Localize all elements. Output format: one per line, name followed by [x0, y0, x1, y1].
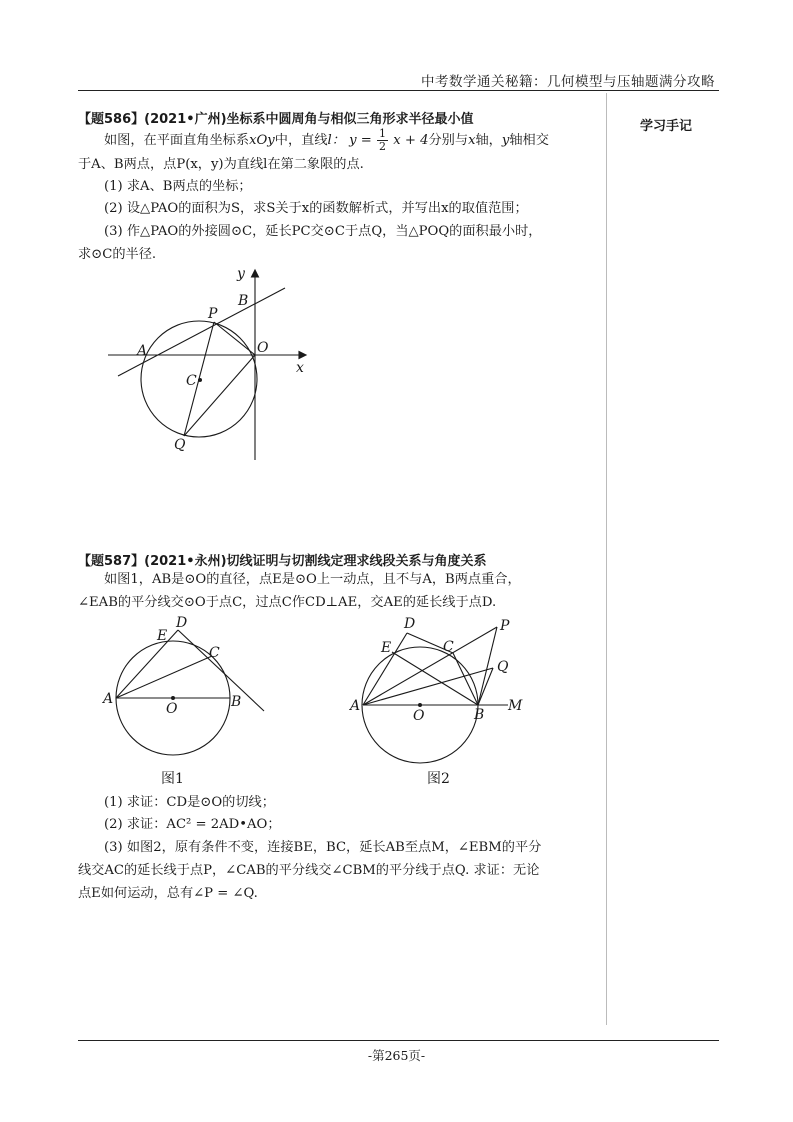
problem-587-question-3a: (3) 如图2，原有条件不变，连接BE，BC，延长AB至点M，∠EBM的平分	[104, 840, 542, 855]
problem-587-line1: 如图1，AB是⊙O的直径，点E是⊙O上一动点，且不与A，B两点重合，	[104, 572, 521, 587]
fig2-label-b: B	[474, 707, 485, 723]
problem-587-heading: 【题587】(2021•永州)切线证明与切割线定理求线段关系与角度关系	[78, 554, 487, 569]
problem-586-line1: 如图，在平面直角坐标系xOy中，直线l： y = $\frac{1}{2}$ x + 4分别与x轴，y轴相交	[104, 127, 549, 153]
fig1-label-o: O	[166, 701, 178, 717]
fraction-one-half: $\frac{1}{2}$	[379, 127, 387, 153]
fig2-label-d: D	[404, 616, 416, 632]
fig2-label-c: C	[443, 639, 454, 655]
problem-586-question-3a: (3) 作△PAO的外接圆⊙C，延长PC交⊙C于点Q，当△POQ的面积最小时，	[104, 224, 542, 239]
page-number: -第265页-	[367, 1048, 426, 1063]
label-o: O	[257, 340, 269, 356]
problem-587-question-3b: 线交AC的延长线于点P，∠CAB的平分线交∠CBM的平分线于点Q. 求证：无论	[78, 863, 540, 878]
fig2-label-p: P	[500, 618, 510, 634]
label-p: P	[208, 306, 218, 322]
label-x: x	[296, 360, 304, 376]
fig2-label-o: O	[413, 708, 425, 724]
notes-sidebar-title: 学习手记	[640, 119, 693, 134]
problem-587-line2: ∠EAB的平分线交⊙O于点C，过点C作CD⊥AE，交AE的延长线于点D.	[78, 595, 497, 610]
fig1-label-e: E	[157, 628, 168, 644]
figure-1-caption: 图1	[161, 771, 184, 787]
fig1-label-a: A	[103, 691, 114, 707]
problem-587-question-1: (1) 求证：CD是⊙O的切线；	[104, 795, 275, 810]
fig2-label-q: Q	[497, 659, 509, 675]
footer-divider	[78, 1040, 719, 1041]
problem-586-question-3b: 求⊙C的半径.	[78, 247, 157, 262]
problem-587-question-2: (2) 求证：AC² = 2AD•AO；	[104, 817, 281, 832]
center-o-dot-fig2	[418, 703, 422, 707]
figure-2-caption: 图2	[427, 771, 450, 787]
fig2-label-e: E	[381, 640, 392, 656]
problem-586-heading: 【题586】(2021•广州)坐标系中圆周角与相似三角形求半径最小值	[78, 112, 474, 127]
problem-586-question-1: (1) 求A、B两点的坐标；	[104, 179, 252, 194]
header-title: 中考数学通关秘籍：几何模型与压轴题满分攻略	[421, 74, 715, 90]
label-q: Q	[174, 437, 186, 453]
fig1-label-b: B	[231, 694, 242, 710]
fig1-label-d: D	[176, 615, 188, 631]
label-a: A	[137, 343, 148, 359]
label-y: y	[237, 266, 245, 282]
fig2-label-m: M	[508, 698, 523, 714]
line-bp-fig2	[478, 627, 497, 705]
fig1-label-c: C	[209, 645, 220, 661]
label-c: C	[186, 373, 197, 389]
problem-587-question-3c: 点E如何运动，总有∠P = ∠Q.	[78, 886, 258, 901]
problem-586-line2: 于A、B两点，点P(x，y)为直线l在第二象限的点.	[78, 157, 364, 172]
label-b: B	[238, 293, 249, 309]
problem-586-question-2: (2) 设△PAO的面积为S，求S关于x的函数解析式，并写出x的取值范围；	[104, 201, 528, 216]
fig2-label-a: A	[350, 698, 361, 714]
